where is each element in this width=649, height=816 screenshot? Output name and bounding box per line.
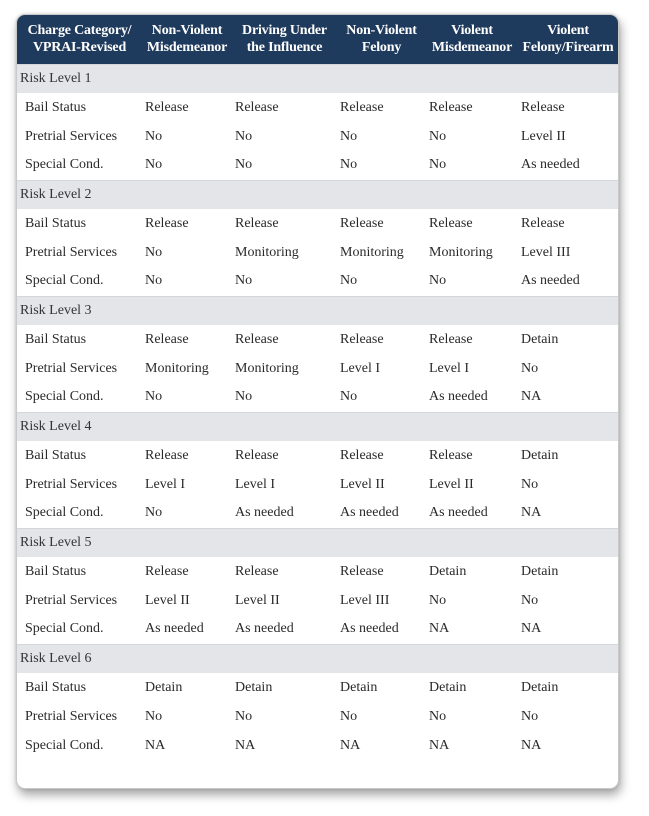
table-row <box>17 586 618 615</box>
table-cell: As needed <box>340 505 399 521</box>
row-label: Pretrial Services <box>25 708 118 724</box>
risk-level-row <box>17 528 618 557</box>
risk-level-row <box>17 180 618 209</box>
table-cell: No <box>145 244 163 260</box>
column-header-line: Driving Under <box>242 23 327 39</box>
column-header-line: Non-Violent <box>151 23 223 39</box>
column-header <box>426 15 518 64</box>
risk-level-row <box>17 296 618 325</box>
table-cell: NA <box>521 621 542 637</box>
table-cell: NA <box>521 505 542 521</box>
table-cell: No <box>521 592 539 608</box>
column-header-line: the Influence <box>246 40 323 56</box>
column-header-line: Violent <box>451 23 493 39</box>
row-label: Pretrial Services <box>25 476 118 492</box>
table-cell: Release <box>429 331 473 347</box>
row-label: Bail Status <box>25 679 87 695</box>
table-cell: No <box>429 273 447 289</box>
table-cell: NA <box>340 737 361 753</box>
column-header-line: Misdemeanor <box>146 40 228 56</box>
column-header <box>17 15 142 64</box>
table-cell: NA <box>429 737 450 753</box>
row-label: Special Cond. <box>25 389 104 405</box>
table-cell: No <box>340 708 358 724</box>
row-label: Bail Status <box>25 447 87 463</box>
table-cell: Release <box>145 447 189 463</box>
table-cell: Release <box>429 99 473 115</box>
row-label: Bail Status <box>25 99 87 115</box>
table-cell: Monitoring <box>235 244 299 260</box>
table-cell: Release <box>235 447 279 463</box>
row-label: Special Cond. <box>25 505 104 521</box>
table-cell: No <box>235 708 253 724</box>
table-cell: Monitoring <box>429 244 493 260</box>
table-cell: Level II <box>235 592 280 608</box>
table-cell: Release <box>235 99 279 115</box>
table-cell: Detain <box>145 679 183 695</box>
table-row <box>17 238 618 267</box>
table-cell: As needed <box>145 621 204 637</box>
table-cell: As needed <box>521 157 580 173</box>
table-row <box>17 615 618 644</box>
row-label: Bail Status <box>25 563 87 579</box>
table-cell: Release <box>521 215 565 231</box>
row-label: Pretrial Services <box>25 592 118 608</box>
table-cell: Release <box>145 331 189 347</box>
table-row <box>17 325 618 354</box>
table-cell: Release <box>521 99 565 115</box>
table-cell: As needed <box>340 621 399 637</box>
table-cell: Level I <box>340 360 381 376</box>
column-header <box>232 15 337 64</box>
table-cell: No <box>235 273 253 289</box>
table-cell: Level II <box>521 128 566 144</box>
table-cell: Release <box>235 563 279 579</box>
risk-level-title: Risk Level 4 <box>17 412 618 441</box>
risk-matrix-table <box>17 15 618 760</box>
column-header <box>142 15 232 64</box>
table-cell: No <box>521 476 539 492</box>
table-cell: Level I <box>235 476 276 492</box>
table-cell: Release <box>145 215 189 231</box>
table-cell: As needed <box>429 505 488 521</box>
table-row <box>17 557 618 586</box>
table-cell: Release <box>145 99 189 115</box>
table-cell: Detain <box>235 679 273 695</box>
table-cell: Level I <box>429 360 470 376</box>
risk-level-title: Risk Level 3 <box>17 296 618 325</box>
table-cell: NA <box>235 737 256 753</box>
table-cell: No <box>145 157 163 173</box>
row-label: Bail Status <box>25 215 87 231</box>
table-cell: Level I <box>145 476 186 492</box>
table-cell: Level II <box>145 592 190 608</box>
row-label: Bail Status <box>25 331 87 347</box>
row-label: Pretrial Services <box>25 128 118 144</box>
table-cell: NA <box>429 621 450 637</box>
table-cell: Release <box>429 215 473 231</box>
table-row <box>17 441 618 470</box>
table-cell: Release <box>340 99 384 115</box>
table-cell: No <box>340 273 358 289</box>
header-row <box>17 15 618 64</box>
risk-level-title: Risk Level 1 <box>17 64 618 93</box>
column-header-line: Felony/Firearm <box>522 40 614 56</box>
table-cell: As needed <box>429 389 488 405</box>
table-cell: No <box>429 128 447 144</box>
table-cell: Level III <box>340 592 390 608</box>
row-label: Special Cond. <box>25 737 104 753</box>
table-cell: No <box>145 273 163 289</box>
table-cell: NA <box>521 737 542 753</box>
risk-level-title: Risk Level 2 <box>17 180 618 209</box>
table-cell: NA <box>521 389 542 405</box>
table-card <box>16 14 619 789</box>
row-label: Special Cond. <box>25 621 104 637</box>
table-cell: No <box>235 157 253 173</box>
risk-level-row <box>17 644 618 673</box>
table-cell: No <box>235 128 253 144</box>
row-label: Pretrial Services <box>25 360 118 376</box>
table-cell: Level III <box>521 244 571 260</box>
table-cell: Monitoring <box>340 244 404 260</box>
table-cell: No <box>429 592 447 608</box>
column-header-line: Misdemeanor <box>431 40 513 56</box>
table-cell: Release <box>340 447 384 463</box>
table-cell: No <box>521 708 539 724</box>
table-row <box>17 354 618 383</box>
row-label: Special Cond. <box>25 157 104 173</box>
table-cell: Release <box>340 563 384 579</box>
column-header-line: Non-Violent <box>346 23 417 39</box>
table-cell: Release <box>429 447 473 463</box>
table-cell: No <box>145 708 163 724</box>
table-cell: No <box>145 505 163 521</box>
table-cell: No <box>429 708 447 724</box>
column-header-line: Charge Category/ <box>27 23 132 39</box>
table-row <box>17 731 618 760</box>
table-cell: Detain <box>521 679 559 695</box>
table-cell: Level II <box>340 476 385 492</box>
table-cell: Release <box>235 331 279 347</box>
table-body <box>17 64 618 760</box>
table-row <box>17 209 618 238</box>
table-cell: Detain <box>521 563 559 579</box>
risk-level-row <box>17 64 618 93</box>
table-row <box>17 470 618 499</box>
table-row <box>17 151 618 180</box>
column-header <box>337 15 426 64</box>
table-cell: Monitoring <box>145 360 209 376</box>
table-cell: NA <box>145 737 166 753</box>
table-cell: Detain <box>340 679 378 695</box>
table-row <box>17 499 618 528</box>
column-header <box>518 15 618 64</box>
column-header-line: Felony <box>361 40 402 56</box>
column-header-line: VPRAI-Revised <box>32 40 127 56</box>
table-row <box>17 383 618 412</box>
table-cell: Release <box>340 331 384 347</box>
risk-level-title: Risk Level 5 <box>17 528 618 557</box>
table-cell: Level II <box>429 476 474 492</box>
table-cell: No <box>145 389 163 405</box>
table-cell: Detain <box>521 447 559 463</box>
table-row <box>17 702 618 731</box>
table-cell: Release <box>340 215 384 231</box>
row-label: Special Cond. <box>25 273 104 289</box>
table-row <box>17 93 618 122</box>
table-cell: Detain <box>429 679 467 695</box>
table-cell: No <box>340 389 358 405</box>
table-cell: No <box>235 389 253 405</box>
table-cell: No <box>429 157 447 173</box>
table-row <box>17 267 618 296</box>
table-cell: No <box>340 157 358 173</box>
column-header-line: Violent <box>547 23 589 39</box>
risk-level-row <box>17 412 618 441</box>
row-label: Pretrial Services <box>25 244 118 260</box>
table-cell: As needed <box>521 273 580 289</box>
table-row <box>17 673 618 702</box>
table-row <box>17 122 618 151</box>
table-cell: Monitoring <box>235 360 299 376</box>
table-cell: No <box>340 128 358 144</box>
risk-level-title: Risk Level 6 <box>17 644 618 673</box>
table-cell: As needed <box>235 505 294 521</box>
table-cell: No <box>145 128 163 144</box>
table-cell: Detain <box>429 563 467 579</box>
table-cell: As needed <box>235 621 294 637</box>
table-cell: Detain <box>521 331 559 347</box>
table-cell: No <box>521 360 539 376</box>
table-cell: Release <box>145 563 189 579</box>
table-cell: Release <box>235 215 279 231</box>
